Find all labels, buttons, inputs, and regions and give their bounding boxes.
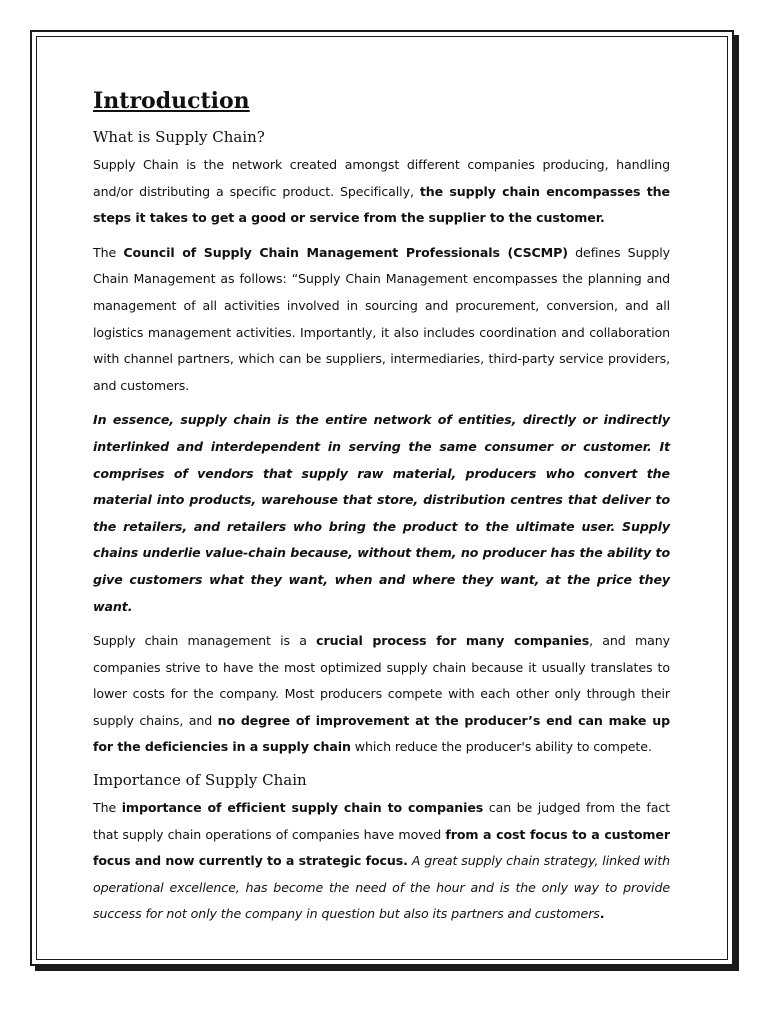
paragraph-cscmp-text-2: defines Supply Chain Management as follows: “Supply Chain Management encompasses the planning and management of all activities involved in sourcing and procurement, conversion, and all logistics management activities. Importantly, it also includes coordination and collaboration with channel partners, which can be suppliers, intermediaries, third-party service providers, and customers. [93, 244, 670, 393]
paragraph-importance-bold-1: importance of efficient supply chain to companies [121, 800, 484, 816]
paragraph-cscmp-text-1: The [93, 244, 124, 260]
paragraph-definition-bold: the supply chain encompasses the steps it takes to get a good or service from the supplier to the customer. [93, 183, 670, 226]
paragraph-management-bold-1: crucial process for many companies [316, 633, 590, 649]
paragraph-management-text-2: , and many companies strive to have the most optimized supply chain because it usually translates to lower costs for the company. Most producers compete with each other only through their supply chains, and [93, 633, 670, 728]
paragraph-importance-italic: A great supply chain strategy, linked with operational excellence, has become the need of the hour and is the only way to provide success for not only the company in question but also its partners and customers [93, 853, 670, 922]
section-heading-what-is-supply-chain: What is Supply Chain? [93, 128, 265, 146]
paragraph-cscmp [93, 240, 670, 400]
paragraph-management [93, 628, 670, 761]
paragraph-cscmp-bold: Council of Supply Chain Management Professionals (CSCMP) [123, 244, 568, 260]
paragraph-importance-text-2: can be judged from the fact that supply chain operations of companies have moved [93, 800, 670, 842]
paragraph-management-bold-2: no degree of improvement at the producer’s end can make up for the deficiencies in a supply chain [93, 712, 670, 755]
section-heading-importance: Importance of Supply Chain [93, 771, 307, 790]
paragraph-importance-period: . [599, 906, 605, 922]
page-title: Introduction [93, 88, 250, 114]
document-body [93, 86, 670, 936]
paragraph-importance-text-1: The [93, 800, 122, 816]
paragraph-importance-bold-2: from a cost focus to a customer focus and now currently to a strategic focus. [93, 826, 670, 869]
paragraph-importance [93, 795, 670, 928]
paragraph-essence: In essence, supply chain is the entire network of entities, directly or indirectly interlinked and interdependent in serving the same consumer or customer. It comprises of vendors that supply raw material, producers who convert the material into products, warehouse that store, distribution centres that deliver to the retailers, and retailers who bring the product to the ultimate user. Supply chains underlie value-chain because, without them, no producer has the ability to give customers what they want, when and where they want, at the price they want. [93, 412, 670, 614]
paragraph-definition-text: Supply Chain is the network created amongst different companies producing, handling and/or distributing a specific product. Specifically, [93, 157, 670, 199]
paragraph-management-text-1: Supply chain management is a [93, 633, 317, 649]
paragraph-management-text-3: which reduce the producer's ability to compete. [350, 739, 652, 755]
paragraph-definition [93, 152, 670, 232]
